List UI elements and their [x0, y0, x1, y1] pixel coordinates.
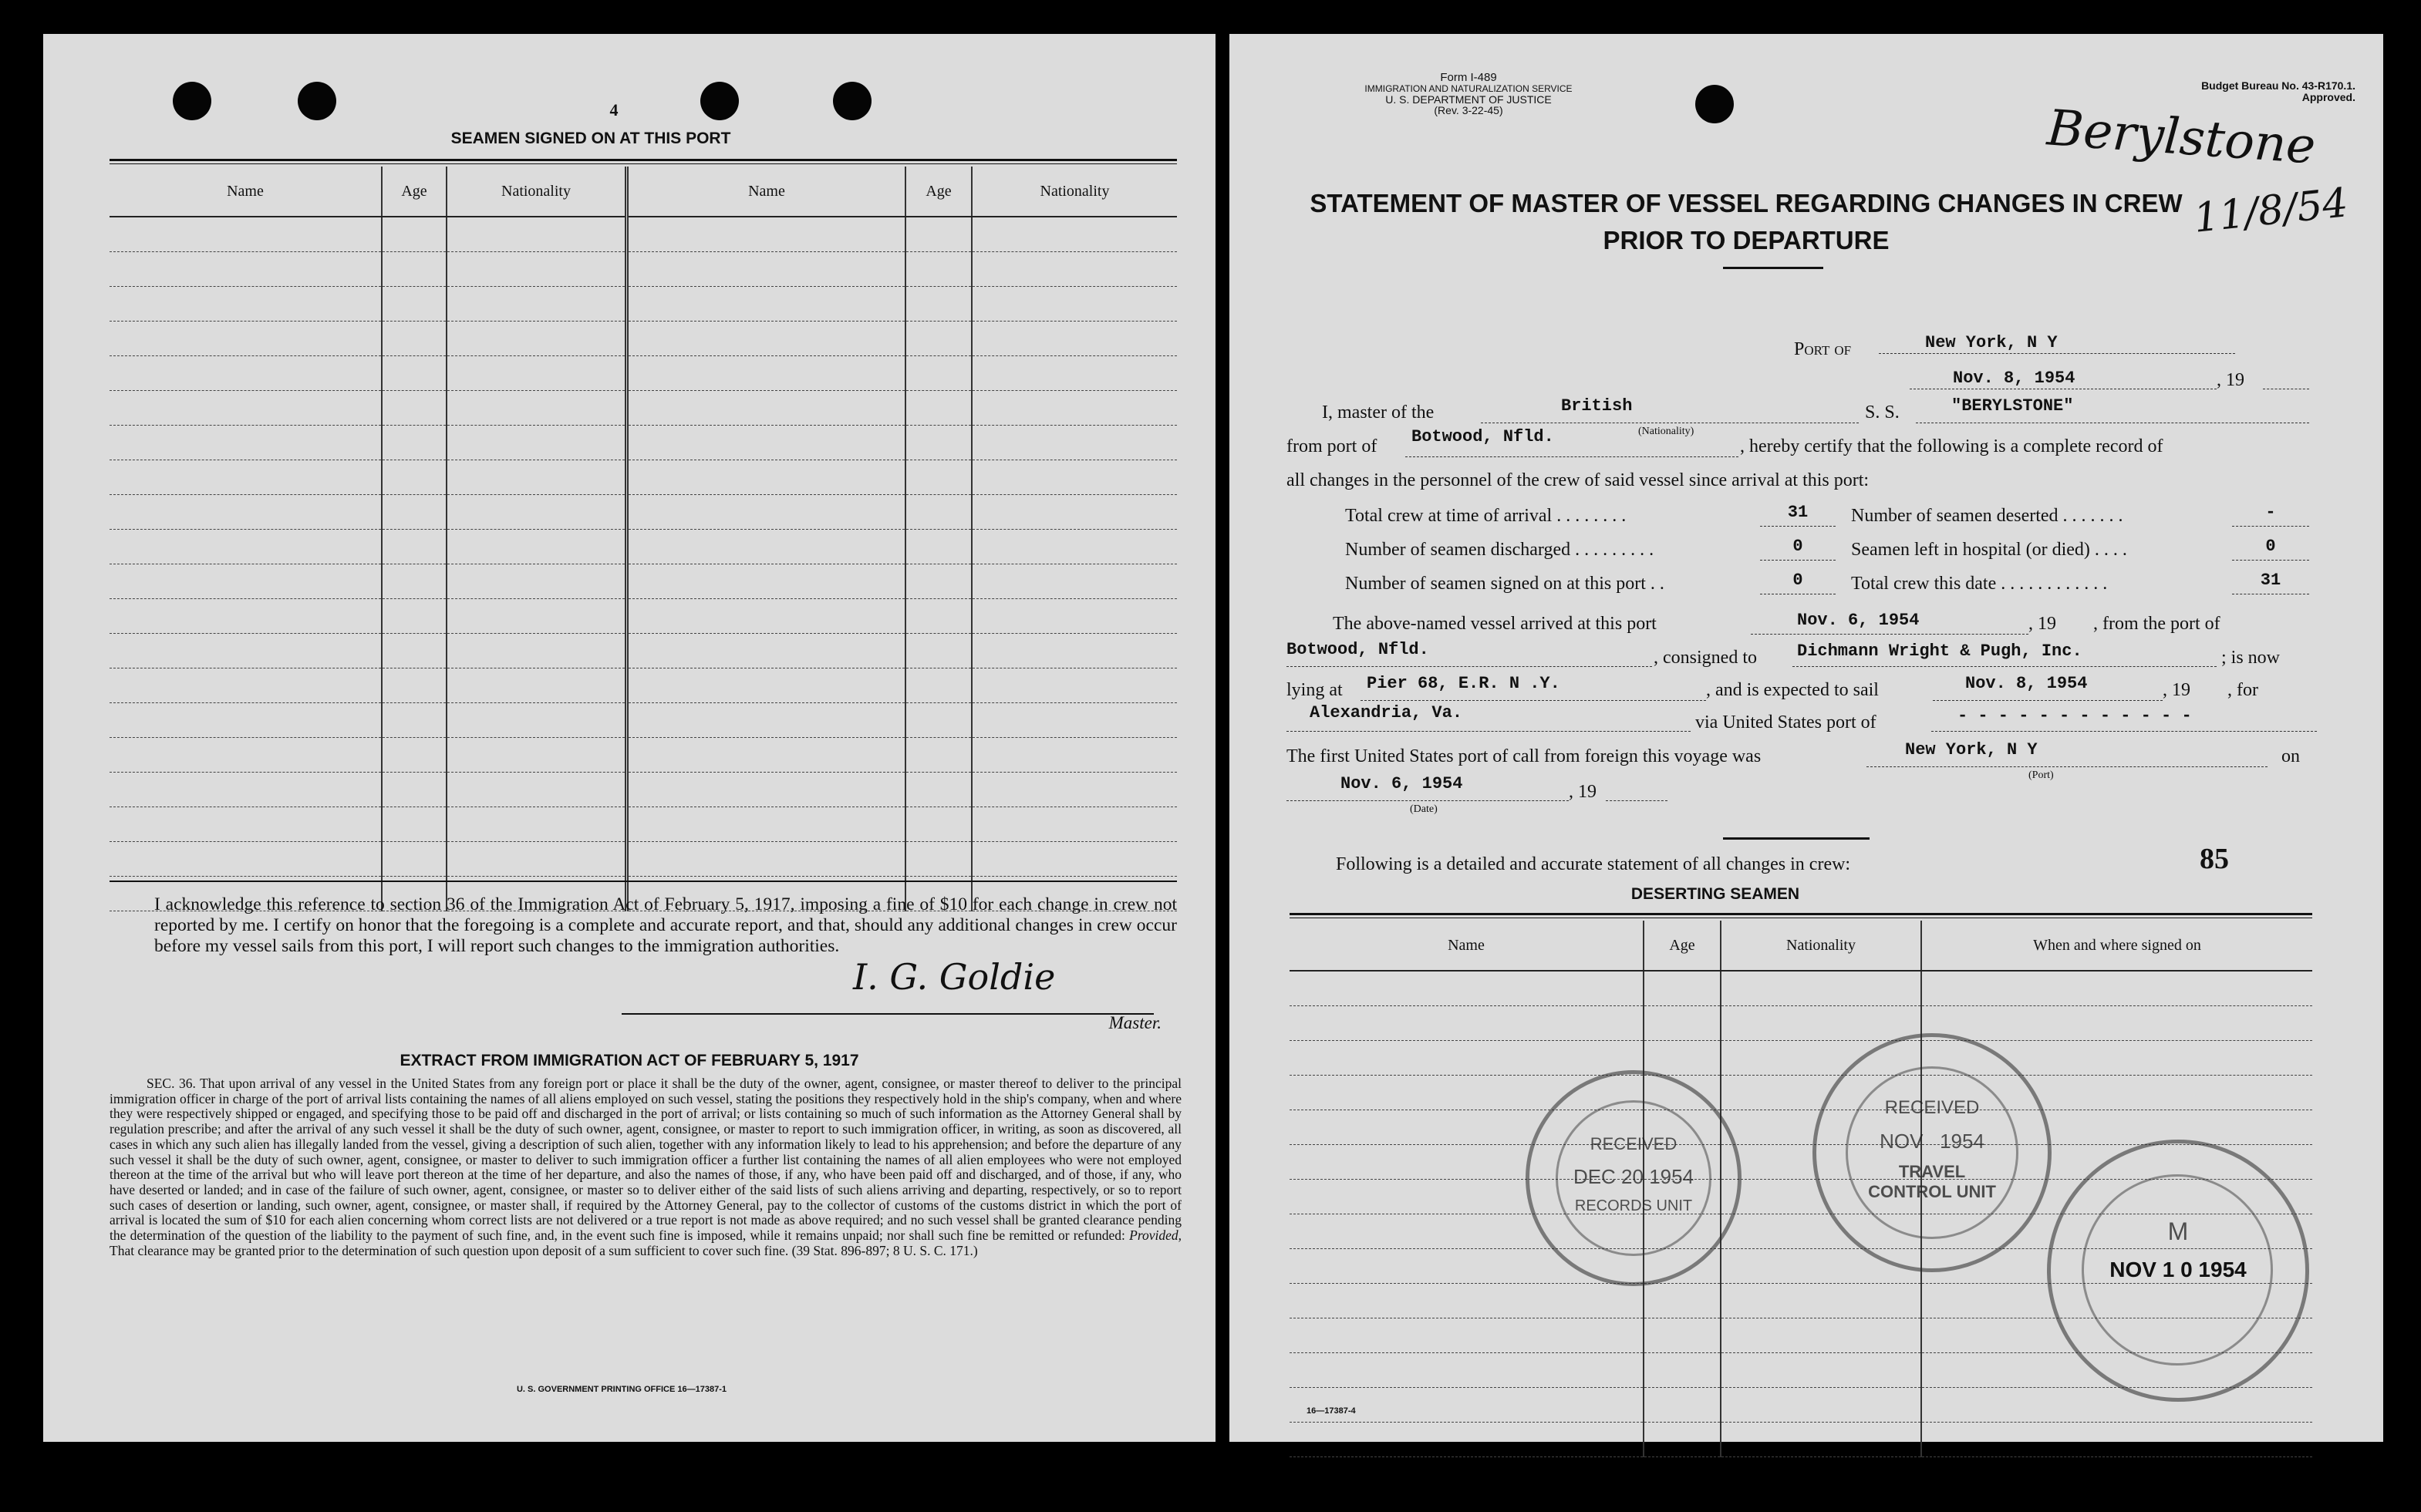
table-cell [447, 530, 627, 564]
table-row [110, 322, 1177, 356]
page-number: 4 [609, 100, 619, 120]
column-header-name: Name [627, 167, 906, 217]
column-header-age: Age [1644, 921, 1721, 971]
stat-label: Number of seamen signed on at this port . . [1345, 574, 1664, 594]
table-cell [447, 356, 627, 391]
table-cell [447, 842, 627, 877]
consignee-line [1792, 666, 2217, 667]
extract-title: EXTRACT FROM IMMIGRATION ACT OF FEBRUARY 5, 1917 [400, 1052, 859, 1069]
stat-label: Number of seamen deserted . . . . . . . [1851, 506, 2123, 526]
table-cell [905, 634, 972, 668]
table-cell [110, 599, 382, 634]
table-cell [447, 564, 627, 599]
table-cell [1921, 1423, 2312, 1457]
table-cell [1290, 971, 1644, 1006]
stat-label: Number of seamen discharged . . . . . . . . . [1345, 540, 1654, 560]
stamp-line-3: TRAVEL CONTROL UNIT [1868, 1162, 1996, 1201]
form-title [1307, 185, 2186, 259]
following-label: Following is a detailed and accurate statement of all changes in crew: [1336, 854, 1851, 874]
certify-text: , hereby certify that the following is a complete record of [1740, 436, 2163, 456]
table-cell [627, 842, 906, 877]
table-cell [1721, 1388, 1921, 1423]
table-cell [382, 495, 447, 530]
column-header-when-where: When and where signed on [1921, 921, 2312, 971]
year-line-2 [1606, 800, 1667, 801]
form-number: Form I-489 [1440, 71, 1497, 84]
table-cell [905, 426, 972, 460]
table-cell [110, 773, 382, 807]
table-cell [627, 773, 906, 807]
expected-label: , and is expected to sail [1706, 680, 1879, 700]
destination-line [1286, 731, 1691, 732]
table-row [1290, 1076, 2312, 1110]
table-cell [382, 530, 447, 564]
table-cell [110, 807, 382, 842]
table-cell [1290, 1041, 1644, 1076]
table-cell [110, 738, 382, 773]
port-of-line [1879, 353, 2235, 354]
left-footer: U. S. GOVERNMENT PRINTING OFFICE 16—17387-1 [516, 1385, 727, 1394]
column-header-name: Name [110, 167, 382, 217]
acknowledgement-text: I acknowledge this reference to section 36 of the Immigration Act of February 5, 1917, imposing a fine of $10 for each change in crew not reported by me. I certify on honor that the foregoing is a complete and accurate report, and that, should any additional changes in crew occur before my vessel sails from this port, I will report such changes to the immigration authorities. [154, 894, 1177, 956]
stat-line [1760, 560, 1836, 561]
table-cell [905, 460, 972, 495]
table-cell [447, 460, 627, 495]
year-label: , 19 [2217, 370, 2244, 390]
stat-value: 0 [1792, 571, 1803, 590]
table-cell [447, 217, 627, 252]
sail-date-line [1933, 700, 2163, 701]
table-cell [1721, 1423, 1921, 1457]
table-cell [972, 495, 1177, 530]
table-cell [972, 773, 1177, 807]
stat-value: 0 [2265, 537, 2276, 556]
first-port-label: The first United States port of call from foreign this voyage was [1286, 746, 1762, 766]
destination-value: Alexandria, Va. [1310, 703, 1463, 722]
table-row [1290, 1423, 2312, 1457]
first-port-value: New York, N Y [1905, 740, 2038, 759]
table-row [110, 530, 1177, 564]
budget-approved: Approved. [2301, 91, 2355, 103]
table-cell [905, 703, 972, 738]
first-port-line [1866, 766, 2268, 767]
table-cell [110, 252, 382, 287]
punch-hole [833, 82, 872, 120]
table-cell [972, 322, 1177, 356]
table-cell [1644, 1006, 1721, 1041]
table-cell [905, 391, 972, 426]
punch-hole [1695, 85, 1734, 123]
nationality-value: British [1561, 396, 1633, 416]
table-cell [110, 426, 382, 460]
form-header [1283, 72, 1654, 116]
table-cell [382, 356, 447, 391]
table-row [110, 807, 1177, 842]
first-port-date-line [1286, 800, 1569, 801]
table-cell [972, 668, 1177, 703]
left-page [43, 34, 1216, 1442]
table-cell [905, 564, 972, 599]
table-cell [627, 426, 906, 460]
table-cell [382, 564, 447, 599]
table-cell [110, 842, 382, 877]
table-row [110, 599, 1177, 634]
table-cell [627, 391, 906, 426]
table-row [110, 217, 1177, 252]
port-of-label: Port of [1794, 339, 1852, 359]
table-row [110, 356, 1177, 391]
punch-hole [298, 82, 336, 120]
table-cell [627, 460, 906, 495]
table-cell [627, 495, 906, 530]
table-cell [382, 287, 447, 322]
table-cell [382, 322, 447, 356]
stamp-line-3: RECORDS UNIT [1574, 1197, 1693, 1214]
table-cell [447, 807, 627, 842]
arrived-from-line [1286, 666, 1652, 667]
table-cell [447, 391, 627, 426]
table-cell [382, 252, 447, 287]
arrived-from-value: Botwood, Nfld. [1286, 640, 1429, 659]
extract-text [110, 1076, 1182, 1258]
table-cell [1290, 1388, 1644, 1423]
extract-provided: Provided, [1129, 1227, 1182, 1244]
stat-value: - [2265, 503, 2276, 522]
table-row [110, 634, 1177, 668]
table-row [110, 460, 1177, 495]
table-cell [110, 564, 382, 599]
column-header-name: Name [1290, 921, 1644, 971]
date-value: Nov. 8, 1954 [1953, 369, 2075, 388]
stamp-line-1: RECEIVED [1590, 1134, 1678, 1153]
table-cell [382, 391, 447, 426]
table-cell [1644, 1388, 1721, 1423]
stamp-line-1: M [2167, 1217, 2189, 1245]
stat-value: 31 [2260, 571, 2281, 590]
nationality-caption: (Nationality) [1638, 426, 1694, 437]
year-label-2: , 19 [1569, 782, 1597, 802]
table-cell [627, 564, 906, 599]
consignee-value: Dichmann Wright & Pugh, Inc. [1797, 642, 2082, 661]
table-header-row [110, 167, 1177, 217]
table-cell [1644, 1318, 1721, 1353]
via-label: via United States port of [1695, 712, 1876, 732]
on-label: on [2281, 746, 2300, 766]
table-row [1290, 1041, 2312, 1076]
table-cell [1721, 1353, 1921, 1388]
table-cell [905, 252, 972, 287]
table-cell [110, 287, 382, 322]
arrived-label: The above-named vessel arrived at this port [1333, 614, 1657, 634]
stat-label: Seamen left in hospital (or died) . . . . [1851, 540, 2127, 560]
table-cell [447, 495, 627, 530]
lying-at-label: lying at [1286, 680, 1343, 700]
table-cell [110, 322, 382, 356]
page-count: 85 [2200, 843, 2229, 875]
table-cell [1290, 1353, 1644, 1388]
arrived-date-value: Nov. 6, 1954 [1797, 611, 1920, 630]
table-cell [382, 668, 447, 703]
table-cell [110, 530, 382, 564]
table-cell [627, 252, 906, 287]
table-cell [1290, 1318, 1644, 1353]
table-cell [972, 287, 1177, 322]
handwritten-ship-name: Berylstone [2045, 99, 2318, 176]
via-value: - - - - - - - - - - - - [1957, 706, 2192, 726]
table-row [1290, 971, 2312, 1006]
table-row [110, 287, 1177, 322]
stat-label: Total crew this date . . . . . . . . . . . . [1851, 574, 2108, 594]
table-cell [905, 217, 972, 252]
table-cell [972, 530, 1177, 564]
table-cell [905, 807, 972, 842]
table-cell [627, 738, 906, 773]
table-cell [1644, 971, 1721, 1006]
title-rule [110, 159, 1177, 161]
table-cell [110, 356, 382, 391]
table-cell [382, 738, 447, 773]
table-row [110, 252, 1177, 287]
table-cell [905, 356, 972, 391]
budget-number: Budget Bureau No. 43-R170.1. [2201, 79, 2355, 92]
table-row [110, 391, 1177, 426]
form-title-line1: STATEMENT OF MASTER OF VESSEL REGARDING CHANGES IN CREW [1310, 189, 2183, 217]
signed-on-table [110, 167, 1177, 911]
table-cell [627, 287, 906, 322]
agency-name: IMMIGRATION AND NATURALIZATION SERVICE [1364, 83, 1573, 94]
for-label: , 19 , for [2163, 680, 2258, 700]
port-of-value: New York, N Y [1925, 333, 2058, 352]
table-cell [972, 252, 1177, 287]
table-header-row [1290, 921, 2312, 971]
table-cell [382, 599, 447, 634]
lying-at-value: Pier 68, E.R. N .Y. [1367, 674, 1560, 693]
master-signature: I. G. Goldie [853, 956, 1056, 998]
table-cell [627, 530, 906, 564]
table-cell [447, 703, 627, 738]
table-cell [627, 807, 906, 842]
form-title-line2: PRIOR TO DEPARTURE [1603, 226, 1890, 254]
stat-value: 0 [1792, 537, 1803, 556]
from-port-line [1405, 456, 1738, 457]
table-row [110, 426, 1177, 460]
right-footer: 16—17387-4 [1307, 1406, 1356, 1416]
stamp-line-2: DEC 20 1954 [1573, 1165, 1694, 1188]
port-caption: (Port) [2028, 769, 2054, 781]
table-cell [627, 668, 906, 703]
table-cell [1290, 1423, 1644, 1457]
budget-bureau [2093, 80, 2355, 103]
table-cell [972, 807, 1177, 842]
table-row [110, 668, 1177, 703]
punch-hole [173, 82, 211, 120]
from-port-value: Botwood, Nfld. [1411, 427, 1554, 446]
table-cell [447, 252, 627, 287]
from-port-of-label: , 19 , from the port of [2028, 614, 2220, 634]
table-cell [447, 773, 627, 807]
table-cell [1921, 1006, 2312, 1041]
table-cell [110, 391, 382, 426]
table-row [1290, 1110, 2312, 1145]
table-cell [382, 773, 447, 807]
table-body [110, 217, 1177, 911]
table-cell [1721, 1284, 1921, 1318]
table-row [1290, 1006, 2312, 1041]
column-header-nationality: Nationality [972, 167, 1177, 217]
column-header-nationality: Nationality [1721, 921, 1921, 971]
table-cell [1921, 1388, 2312, 1423]
table-cell [972, 634, 1177, 668]
title-rule [110, 163, 1177, 164]
table-cell [905, 599, 972, 634]
table-cell [1644, 1041, 1721, 1076]
stamp-line-2: NOV 1 0 1954 [2109, 1258, 2247, 1281]
table-cell [382, 460, 447, 495]
table-row [110, 842, 1177, 877]
table-row [110, 564, 1177, 599]
table-cell [972, 356, 1177, 391]
table-cell [972, 738, 1177, 773]
table-cell [110, 460, 382, 495]
travel-control-unit-stamp [1812, 1033, 2052, 1272]
table-cell [382, 426, 447, 460]
lying-at-line [1361, 700, 1706, 701]
table-cell [447, 426, 627, 460]
stat-value: 31 [1787, 503, 1809, 522]
handwritten-date: 11/8/54 [2191, 180, 2351, 242]
table-cell [1290, 1006, 1644, 1041]
table-cell [905, 530, 972, 564]
deserting-title: DESERTING SEAMEN [1630, 885, 1800, 903]
sail-date-value: Nov. 8, 1954 [1965, 674, 2088, 693]
table-cell [382, 634, 447, 668]
date-caption: (Date) [1410, 803, 1438, 815]
column-header-nationality: Nationality [447, 167, 627, 217]
table-row [110, 495, 1177, 530]
stamp-line-1: RECEIVED [1884, 1097, 1980, 1118]
table-cell [905, 495, 972, 530]
table-cell [447, 287, 627, 322]
table-cell [382, 842, 447, 877]
table-cell [905, 773, 972, 807]
table-cell [972, 391, 1177, 426]
table-cell [382, 217, 447, 252]
section-divider [1723, 837, 1870, 840]
extract-body: That upon arrival of any vessel in the United States from any foreign port or place it shall be the duty of the owner, agent, consignee, or master thereof to deliver to the principal immigration officer in charge of the port of arrival lists containing the names of all aliens employed on such vessel, stating the positions they respectively hold in the ship's company, when and where they were respectively shipped or engaged, and specifying those to be paid off and discharged in the port of arrival; or lists containing so much of such information as the Attorney General shall by regulation prescribe; and after the arrival of any such vessel it shall be the duty of such owner, agent, consignee, or master to report to such immigration officer, in writing, as soon as discovered, all cases in which any such alien has illegally landed from the vessel, giving a description of such alien, together with any information likely to lead to his apprehension; and before the departure of any such vessel it shall be the duty of such owner, agent, consignee, or master to deliver to such immigration officer a further list containing the names of all alien employees who were not employed thereon at the time of the arrival but who will leave port thereon at the time of her departure, and also the names of those, if any, who have been paid off and discharged, and of those, if any, who have deserted or landed; and in case of the failure of such owner, agent, consignee, or master so to deliver either of the said lists of such aliens arriving and departing, respectively, or so to report such cases of desertion or landing, such owner, agent, consignee, or master shall, if required by the Attorney General, pay to the collector of customs of the customs district in which the port of arrival is located the sum of $10 for each alien concerning whom correct lists are not delivered or a true report is not made as above required; and no such vessel shall be granted clearance pending the determination of the question of the liability to the payment of such fine, and, in the event such fine is imposed, while it remains unpaid; nor shall such fine be remitted or refunded: [110, 1076, 1182, 1244]
master-of-label: I, master of the [1322, 402, 1435, 423]
table-cell [1290, 1284, 1644, 1318]
table-cell [447, 634, 627, 668]
master-label: Master. [1108, 1013, 1162, 1032]
received-records-unit-stamp [1526, 1070, 1742, 1286]
table-cell [447, 668, 627, 703]
stat-line [2232, 526, 2309, 527]
arrived-date-line [1751, 634, 2028, 635]
table-cell [1644, 1353, 1721, 1388]
table-cell [1644, 1284, 1721, 1318]
table-cell [1721, 1006, 1921, 1041]
extract-tail: That clearance may be granted prior to the determination of such question upon deposit of a sum sufficient to cover such fine. (39 Stat. 896-897; 8 U. S. C. 171.) [110, 1242, 978, 1258]
table-cell [972, 599, 1177, 634]
table-cell [110, 668, 382, 703]
department-name: U. S. DEPARTMENT OF JUSTICE [1385, 93, 1552, 106]
table-cell [627, 703, 906, 738]
nov-10-stamp [2047, 1140, 2309, 1402]
table-cell [972, 564, 1177, 599]
table-cell [627, 356, 906, 391]
table-cell [382, 807, 447, 842]
table-cell [905, 322, 972, 356]
section-title: SEAMEN SIGNED ON AT THIS PORT [450, 130, 731, 147]
punch-hole [700, 82, 739, 120]
table-cell [382, 703, 447, 738]
table-cell [905, 668, 972, 703]
table-cell [447, 738, 627, 773]
certify-text-continued: all changes in the personnel of the crew of said vessel since arrival at this port: [1286, 470, 1870, 490]
ship-name-value: "BERYLSTONE" [1951, 396, 2074, 416]
table-cell [1921, 971, 2312, 1006]
from-port-label: from port of [1286, 436, 1377, 456]
table-row [110, 773, 1177, 807]
title-underline [1723, 267, 1823, 269]
stat-line [2232, 560, 2309, 561]
table-cell [972, 703, 1177, 738]
table-row [110, 703, 1177, 738]
stat-label: Total crew at time of arrival . . . . . . . . [1345, 506, 1627, 526]
extract-section: SEC. 36. [147, 1076, 196, 1091]
consigned-label: , consigned to [1654, 648, 1757, 668]
table-cell [627, 599, 906, 634]
revision-date: (Rev. 3-22-45) [1434, 104, 1503, 116]
table-cell [972, 842, 1177, 877]
table-cell [627, 217, 906, 252]
table-cell [972, 217, 1177, 252]
table-cell [905, 287, 972, 322]
right-page [1229, 34, 2383, 1442]
table-cell [110, 703, 382, 738]
table-cell [905, 842, 972, 877]
column-header-age: Age [905, 167, 972, 217]
table-cell [110, 217, 382, 252]
table-cell [110, 495, 382, 530]
table-cell [1721, 971, 1921, 1006]
deserting-rule [1290, 913, 2312, 915]
table-cell [1721, 1318, 1921, 1353]
table-cell [110, 634, 382, 668]
table-cell [972, 460, 1177, 495]
table-cell [447, 599, 627, 634]
stat-line [1760, 526, 1836, 527]
column-header-age: Age [382, 167, 447, 217]
is-now-label: ; is now [2221, 648, 2281, 668]
table-row [110, 738, 1177, 773]
via-line [1931, 731, 2317, 732]
ss-label: S. S. [1865, 402, 1900, 423]
table-cell [447, 322, 627, 356]
table-bottom-rule [110, 881, 1177, 882]
stamp-line-2: NOV 1954 [1880, 1130, 1984, 1153]
first-port-date-value: Nov. 6, 1954 [1340, 774, 1463, 793]
table-cell [972, 426, 1177, 460]
table-cell [627, 634, 906, 668]
table-cell [905, 738, 972, 773]
table-cell [627, 322, 906, 356]
table-cell [1644, 1423, 1721, 1457]
